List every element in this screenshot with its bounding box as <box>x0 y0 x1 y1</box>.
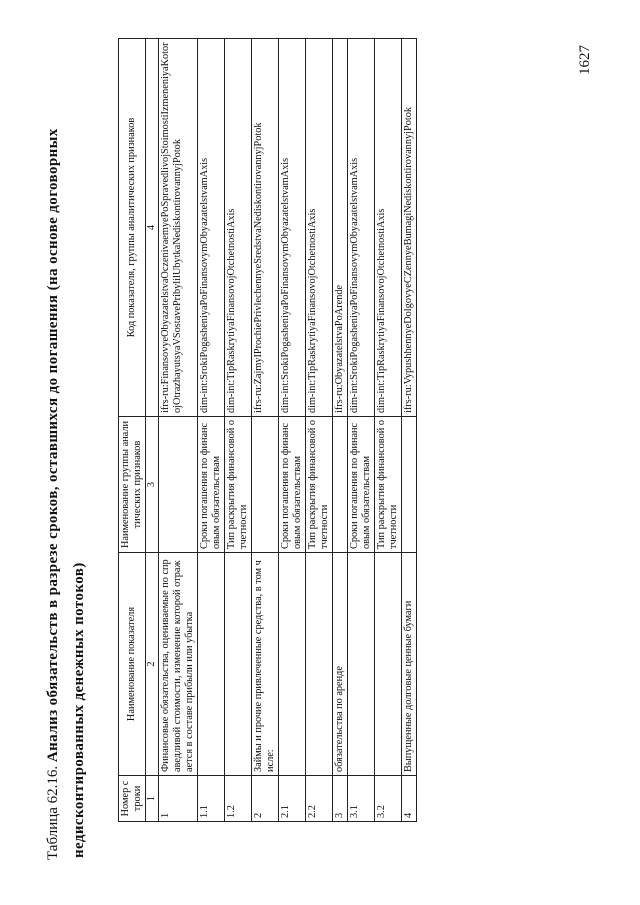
row-number: 4 <box>402 776 417 822</box>
table-row <box>159 39 198 822</box>
indicator-code: ifrs-ru:ObyazatelstvaPoArende <box>333 39 348 417</box>
header-code: Код показателя, группы аналитических признаков <box>119 39 146 417</box>
page-number: 1627 <box>577 45 593 75</box>
group-name <box>333 417 348 553</box>
row-number: 1.2 <box>225 776 252 822</box>
group-name: Сроки погашения по финансовым обязательствам <box>198 417 225 553</box>
indicator-name <box>279 553 306 776</box>
indicator-name <box>306 553 333 776</box>
group-name: Сроки погашения по финансовым обязательствам <box>348 417 375 553</box>
indicator-name: Займы и прочие привлеченные средства, в том числе: <box>252 553 279 776</box>
group-name: Сроки погашения по финансовым обязательствам <box>279 417 306 553</box>
indicator-code: dim-int:TipRaskrytiyaFinansovojOtchetnostiAxis <box>306 39 333 417</box>
group-name: Тип раскрытия финансовой отчетности <box>306 417 333 553</box>
indicator-code: dim-int:SrokiPogasheniyaPoFinansovymObyazatelstvamAxis <box>279 39 306 417</box>
indicator-code: dim-int:TipRaskrytiyaFinansovojOtchetnostiAxis <box>375 39 402 417</box>
table-title <box>40 70 92 860</box>
indicator-code: ifrs-ru:VypushhennyeDolgovyeCZennyeBumagiNediskontirovannyjPotok <box>402 39 417 417</box>
column-number: 2 <box>146 553 159 776</box>
indicator-code: ifrs-ru:ZajmyIProchiePrivlechennyeSredstvaNediskontirovannyjPotok <box>252 39 279 417</box>
table-title-prefix: Таблица 62.16. <box>45 765 61 860</box>
indicator-name: Выпущенные долговые ценные бумаги <box>402 553 417 776</box>
group-name <box>402 417 417 553</box>
column-number: 1 <box>146 776 159 822</box>
row-number: 2.2 <box>306 776 333 822</box>
row-number: 1.1 <box>198 776 225 822</box>
table-row <box>375 39 402 822</box>
group-name: Тип раскрытия финансовой отчетности <box>375 417 402 553</box>
column-number: 4 <box>146 39 159 417</box>
group-name: Тип раскрытия финансовой отчетности <box>225 417 252 553</box>
obligations-table <box>118 38 417 822</box>
row-number: 2.1 <box>279 776 306 822</box>
indicator-name: обязательства по аренде <box>333 553 348 776</box>
table-title-main: Анализ обязательств в разрезе сроков, оставшихся до погашения (на основе договорных <box>45 128 61 763</box>
table-title-continuation: недисконтированных денежных потоков) <box>71 562 87 858</box>
indicator-name <box>225 553 252 776</box>
row-number: 1 <box>159 776 198 822</box>
table-row <box>402 39 417 822</box>
indicator-name <box>348 553 375 776</box>
indicator-code: ifrs-ru:FinansovyeObyazatelstvaOczenivaemyePoSpravedlivojStoimostiIzmeneniyaKotorojOtrazhayutsyaVSostavePribylilUbytkaNediskontirovannyjPotok <box>159 39 198 417</box>
table-row <box>252 39 279 822</box>
group-name <box>252 417 279 553</box>
group-name <box>159 417 198 553</box>
indicator-name: Финансовые обязательства, оцениваемые по справедливой стоимости, изменение которой отражается в составе прибыли или убытка <box>159 553 198 776</box>
table-row <box>279 39 306 822</box>
column-number-row <box>146 39 159 822</box>
row-number: 3.2 <box>375 776 402 822</box>
indicator-name <box>198 553 225 776</box>
header-group-name: Наименование группы аналитических признаков <box>119 417 146 553</box>
indicator-code: dim-int:TipRaskrytiyaFinansovojOtchetnostiAxis <box>225 39 252 417</box>
indicator-name <box>375 553 402 776</box>
header-row-number: Номер строки <box>119 776 146 822</box>
rotated-page-content <box>40 17 620 862</box>
table-row <box>348 39 375 822</box>
column-number: 3 <box>146 417 159 553</box>
header-indicator-name: Наименование показателя <box>119 553 146 776</box>
table-header-row <box>119 39 146 822</box>
indicator-code: dim-int:SrokiPogasheniyaPoFinansovymObyazatelstvamAxis <box>348 39 375 417</box>
indicator-code: dim-int:SrokiPogasheniyaPoFinansovymObyazatelstvamAxis <box>198 39 225 417</box>
row-number: 2 <box>252 776 279 822</box>
table-row <box>198 39 225 822</box>
row-number: 3 <box>333 776 348 822</box>
table-row <box>225 39 252 822</box>
table-row <box>333 39 348 822</box>
table-row <box>306 39 333 822</box>
row-number: 3.1 <box>348 776 375 822</box>
